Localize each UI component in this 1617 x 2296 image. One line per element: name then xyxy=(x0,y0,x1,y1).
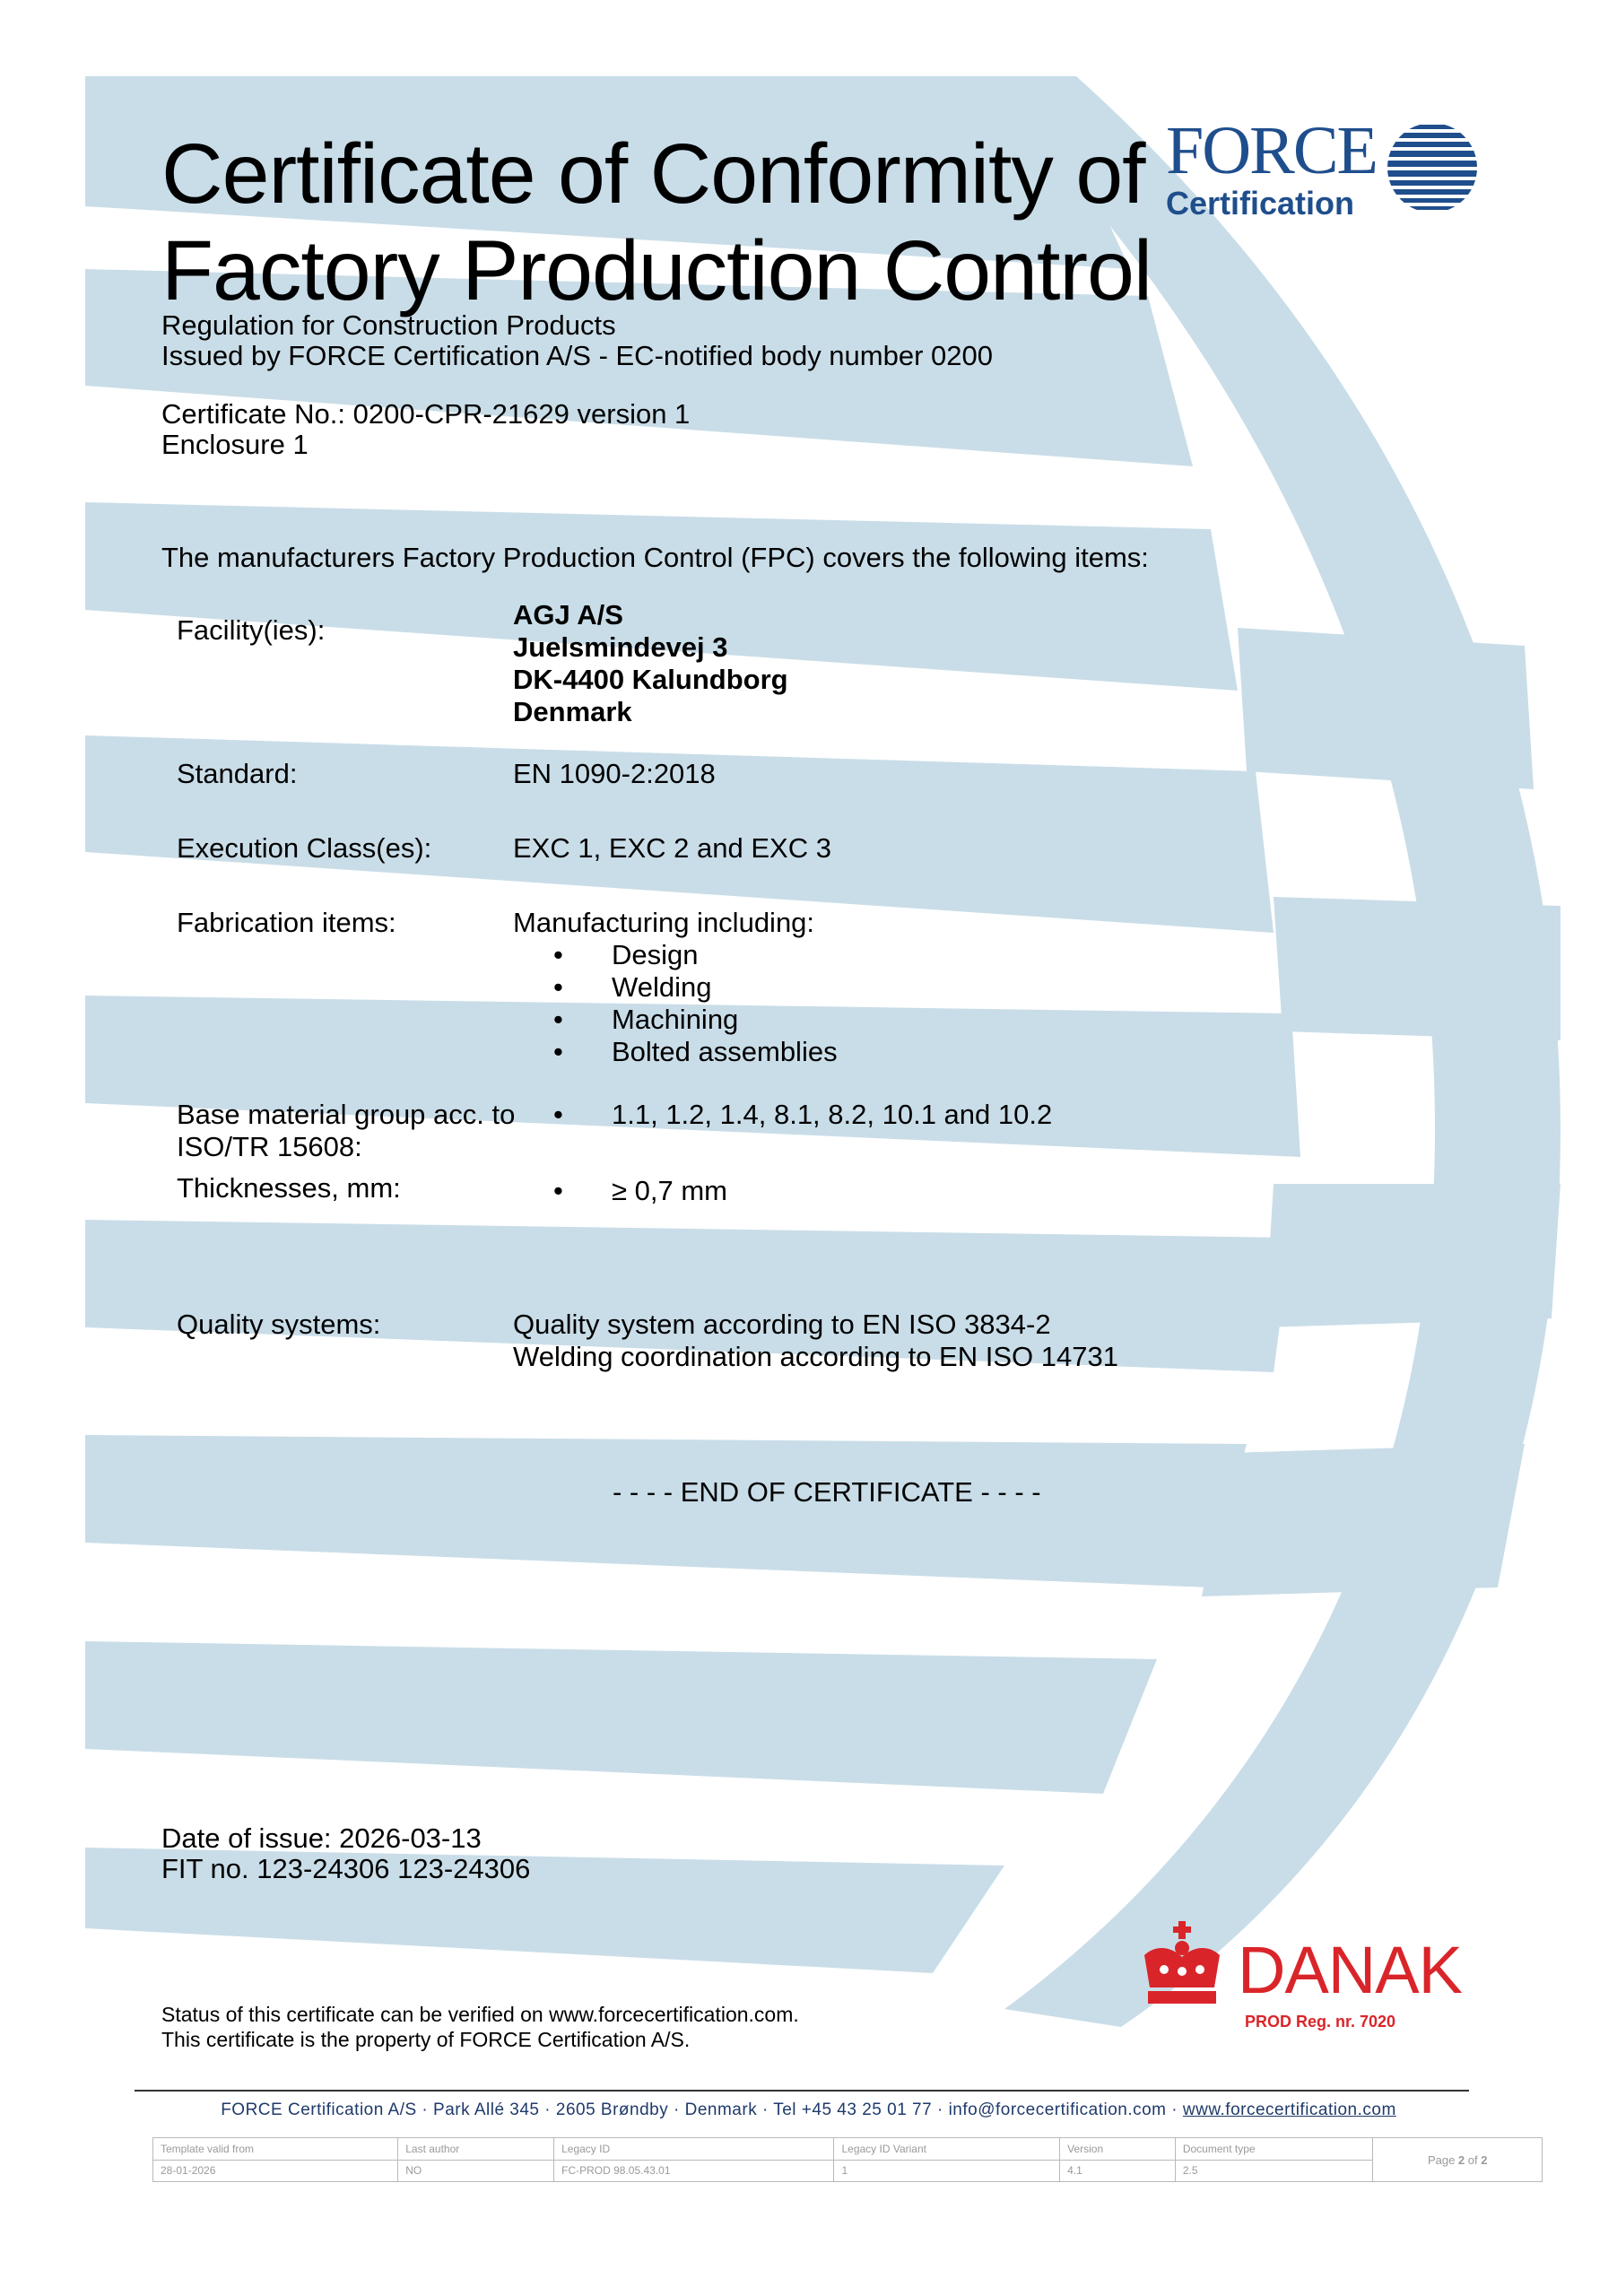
quality-line-2: Welding coordination according to EN ISO 14731 xyxy=(513,1341,1118,1372)
facility-address xyxy=(513,599,788,728)
meta-value: FC-PROD 98.05.43.01 xyxy=(554,2160,834,2182)
fabrication-intro: Manufacturing including: xyxy=(513,907,815,938)
meta-value: 4.1 xyxy=(1060,2160,1176,2182)
subtitle-line-2: Issued by FORCE Certification A/S - EC-notified body number 0200 xyxy=(161,340,993,371)
meta-header: Version xyxy=(1060,2138,1176,2161)
page-total: 2 xyxy=(1481,2152,1488,2167)
footer-address: FORCE Certification A/S · Park Allé 345 · 2605 Brøndby · Denmark · Tel +45 43 25 01 77 · info@forcecertification.com · xyxy=(221,2100,1183,2119)
footer-website-link[interactable]: www.forcecertification.com xyxy=(1182,2100,1396,2119)
force-logo-name: FORCE xyxy=(1166,113,1377,188)
base-material-list xyxy=(513,1099,1052,1131)
page-title xyxy=(161,126,1152,319)
end-of-certificate: - - - - END OF CERTIFICATE - - - - xyxy=(613,1476,1041,1508)
list-item: • Bolted assemblies xyxy=(513,1036,838,1068)
thickness-label: Thicknesses, mm: xyxy=(177,1172,401,1204)
footer-divider xyxy=(135,2090,1469,2092)
base-material-label-line-2: ISO/TR 15608: xyxy=(177,1131,362,1162)
certificate-number: Certificate No.: 0200-CPR-21629 version 1 xyxy=(161,398,691,430)
status-line-1: Status of this certificate can be verified on www.forcecertification.com. xyxy=(161,2003,799,2026)
facility-line: AGJ A/S xyxy=(513,599,623,631)
list-item: • Welding xyxy=(513,971,838,1004)
title-line-2: Factory Production Control xyxy=(161,223,1152,318)
thickness-value: • ≥ 0,7 mm xyxy=(513,1175,727,1207)
meta-header: Template valid from xyxy=(153,2138,398,2161)
danak-logo xyxy=(1137,1919,1478,2036)
fabrication-list xyxy=(513,939,838,1068)
base-material-value: • 1.1, 1.2, 1.4, 8.1, 8.2, 10.1 and 10.2 xyxy=(513,1099,1052,1131)
facility-line: Juelsmindevej 3 xyxy=(513,631,728,663)
facility-label: Facility(ies): xyxy=(177,614,326,646)
thickness-list xyxy=(513,1175,727,1207)
danak-name: DANAK xyxy=(1238,1933,1462,2007)
quality-value xyxy=(513,1309,1118,1373)
standard-label: Standard: xyxy=(177,758,298,789)
footer-contact xyxy=(0,2100,1617,2120)
base-material-label xyxy=(177,1099,515,1163)
force-logo-sub: Certification xyxy=(1166,185,1355,222)
facility-line: Denmark xyxy=(513,696,632,727)
subtitle xyxy=(161,310,993,371)
meta-header: Document type xyxy=(1175,2138,1373,2161)
list-item: • Design xyxy=(513,939,838,971)
list-item: • Machining xyxy=(513,1004,838,1036)
status-line-2: This certificate is the property of FORCE Certification A/S. xyxy=(161,2028,691,2051)
base-material-label-line-1: Base material group acc. to xyxy=(177,1099,516,1130)
facility-line: DK-4400 Kalundborg xyxy=(513,664,788,695)
standard-value: EN 1090-2:2018 xyxy=(513,758,716,789)
meta-value: 2.5 xyxy=(1175,2160,1373,2182)
date-of-issue: Date of issue: 2026-03-13 xyxy=(161,1822,482,1854)
danak-reg: PROD Reg. nr. 7020 xyxy=(1245,2013,1396,2031)
document-meta-table xyxy=(152,2137,1543,2182)
execution-label: Execution Class(es): xyxy=(177,832,432,864)
quality-line-1: Quality system according to EN ISO 3834-2 xyxy=(513,1309,1051,1340)
quality-label: Quality systems: xyxy=(177,1309,381,1340)
meta-header: Last author xyxy=(398,2138,554,2161)
meta-value: NO xyxy=(398,2160,554,2182)
force-logo xyxy=(1166,113,1507,224)
crown-icon xyxy=(1137,1919,1227,2009)
page-number xyxy=(1373,2138,1543,2182)
meta-header: Legacy ID Variant xyxy=(834,2138,1060,2161)
page-label: Page xyxy=(1427,2152,1458,2167)
intro-text: The manufacturers Factory Production Control (FPC) covers the following items: xyxy=(161,542,1149,573)
meta-value: 1 xyxy=(834,2160,1060,2182)
subtitle-line-1: Regulation for Construction Products xyxy=(161,309,616,341)
fit-number: FIT no. 123-24306 123-24306 xyxy=(161,1853,531,1884)
title-line-1: Certificate of Conformity of xyxy=(161,126,1145,222)
globe-icon xyxy=(1386,121,1480,215)
status-text xyxy=(161,2002,799,2052)
issue-info xyxy=(161,1823,530,1884)
enclosure: Enclosure 1 xyxy=(161,429,309,460)
meta-value: 28-01-2026 xyxy=(153,2160,398,2182)
certificate-info xyxy=(161,399,690,460)
fabrication-label: Fabrication items: xyxy=(177,907,396,938)
page-current: 2 xyxy=(1457,2152,1465,2167)
meta-header: Legacy ID xyxy=(554,2138,834,2161)
page-of: of xyxy=(1465,2152,1482,2167)
fabrication-value xyxy=(513,907,838,1068)
execution-value: EXC 1, EXC 2 and EXC 3 xyxy=(513,832,831,864)
